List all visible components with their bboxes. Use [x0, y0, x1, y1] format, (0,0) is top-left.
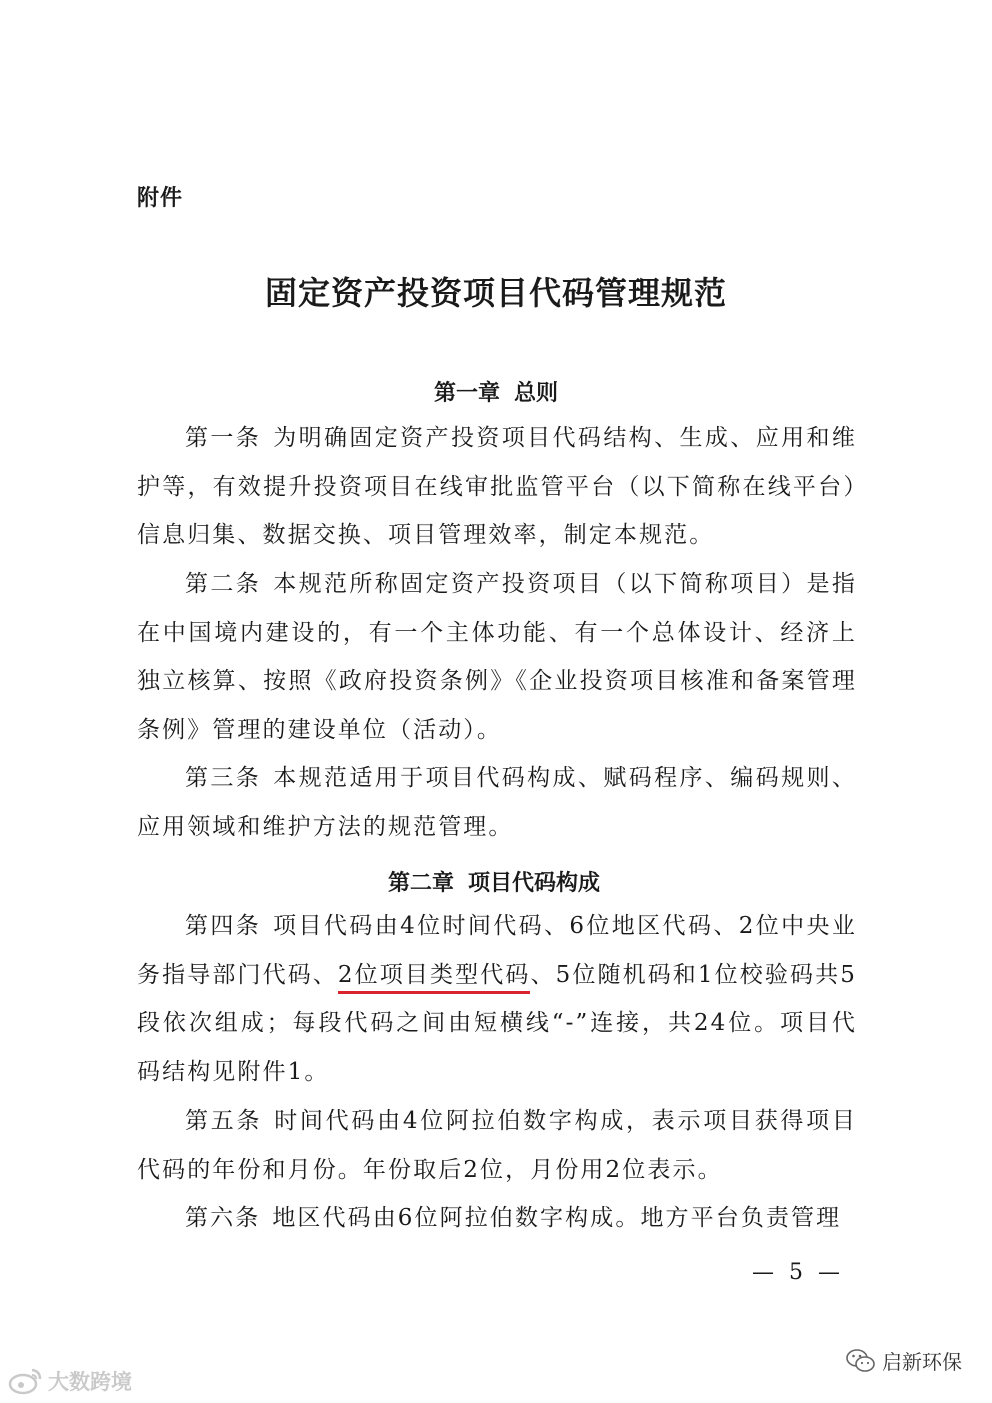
attachment-label: 附件: [137, 186, 184, 211]
article-text: 、5位随机码和1位校验码共5段依次组成；每段代码之间由短横线“-”连接，共24位。项目代码结构见附件1。: [137, 961, 857, 1085]
article-label: 第四条: [185, 913, 262, 939]
watermark-left-text: 大数跨境: [48, 1370, 132, 1394]
document-title: 固定资产投资项目代码管理规范: [264, 274, 727, 312]
article-paragraph: [137, 560, 857, 754]
article-paragraph: [137, 754, 857, 851]
chapter-heading: [0, 866, 990, 897]
underlined-highlight: 2位项目类型代码: [338, 962, 531, 994]
article-text: 项目代码由4位时间代码、6位地区代码、2位中央业务指导部门代码、: [137, 913, 857, 988]
article-text: 为明确固定资产投资项目代码结构、生成、应用和维护等，有效提升投资项目在线审批监管平台（以下简称在线平台）信息归集、数据交换、项目管理效率，制定本规范。: [137, 425, 857, 548]
article-text: 本规范所称固定资产投资项目（以下简称项目）是指在中国境内建设的，有一个主体功能、有一个总体设计、经济上独立核算、按照《政府投资条例》《企业投资项目核准和备案管理条例》管理的建设单位（活动）。: [137, 571, 857, 743]
article-paragraph: [137, 1097, 857, 1194]
article-paragraph: [137, 414, 857, 560]
article-text: 地区代码由6位阿拉伯数字构成。地方平台负责管理: [272, 1205, 842, 1231]
chapter-number: 第二章: [387, 871, 454, 896]
watermark-right-text: 启新环保: [882, 1350, 962, 1374]
article-text: 本规范适用于项目代码构成、赋码程序、编码规则、应用领域和维护方法的规范管理。: [137, 765, 857, 840]
article-label: 第五条: [185, 1108, 263, 1134]
chapter-name: 项目代码构成: [468, 871, 601, 896]
page-number: — 5 —: [752, 1260, 844, 1285]
weibo-logo-icon: [8, 1366, 44, 1396]
article-label: 第二条: [185, 571, 262, 597]
article-label: 第六条: [185, 1205, 261, 1231]
watermark-right: [846, 1346, 962, 1375]
wechat-icon: [846, 1348, 876, 1374]
chapter-heading: [0, 376, 992, 407]
chapter-number: 第一章: [433, 381, 500, 406]
article-text: 时间代码由4位阿拉伯数字构成，表示项目获得项目代码的年份和月份。年份取后2位，月份用2位表示。: [137, 1108, 857, 1183]
chapter-name: 总则: [514, 381, 559, 406]
article-label: 第三条: [185, 765, 262, 791]
article-paragraph: [137, 1194, 857, 1242]
article-paragraph: [137, 902, 857, 1096]
article-label: 第一条: [185, 425, 262, 451]
watermark-left: [8, 1366, 132, 1396]
